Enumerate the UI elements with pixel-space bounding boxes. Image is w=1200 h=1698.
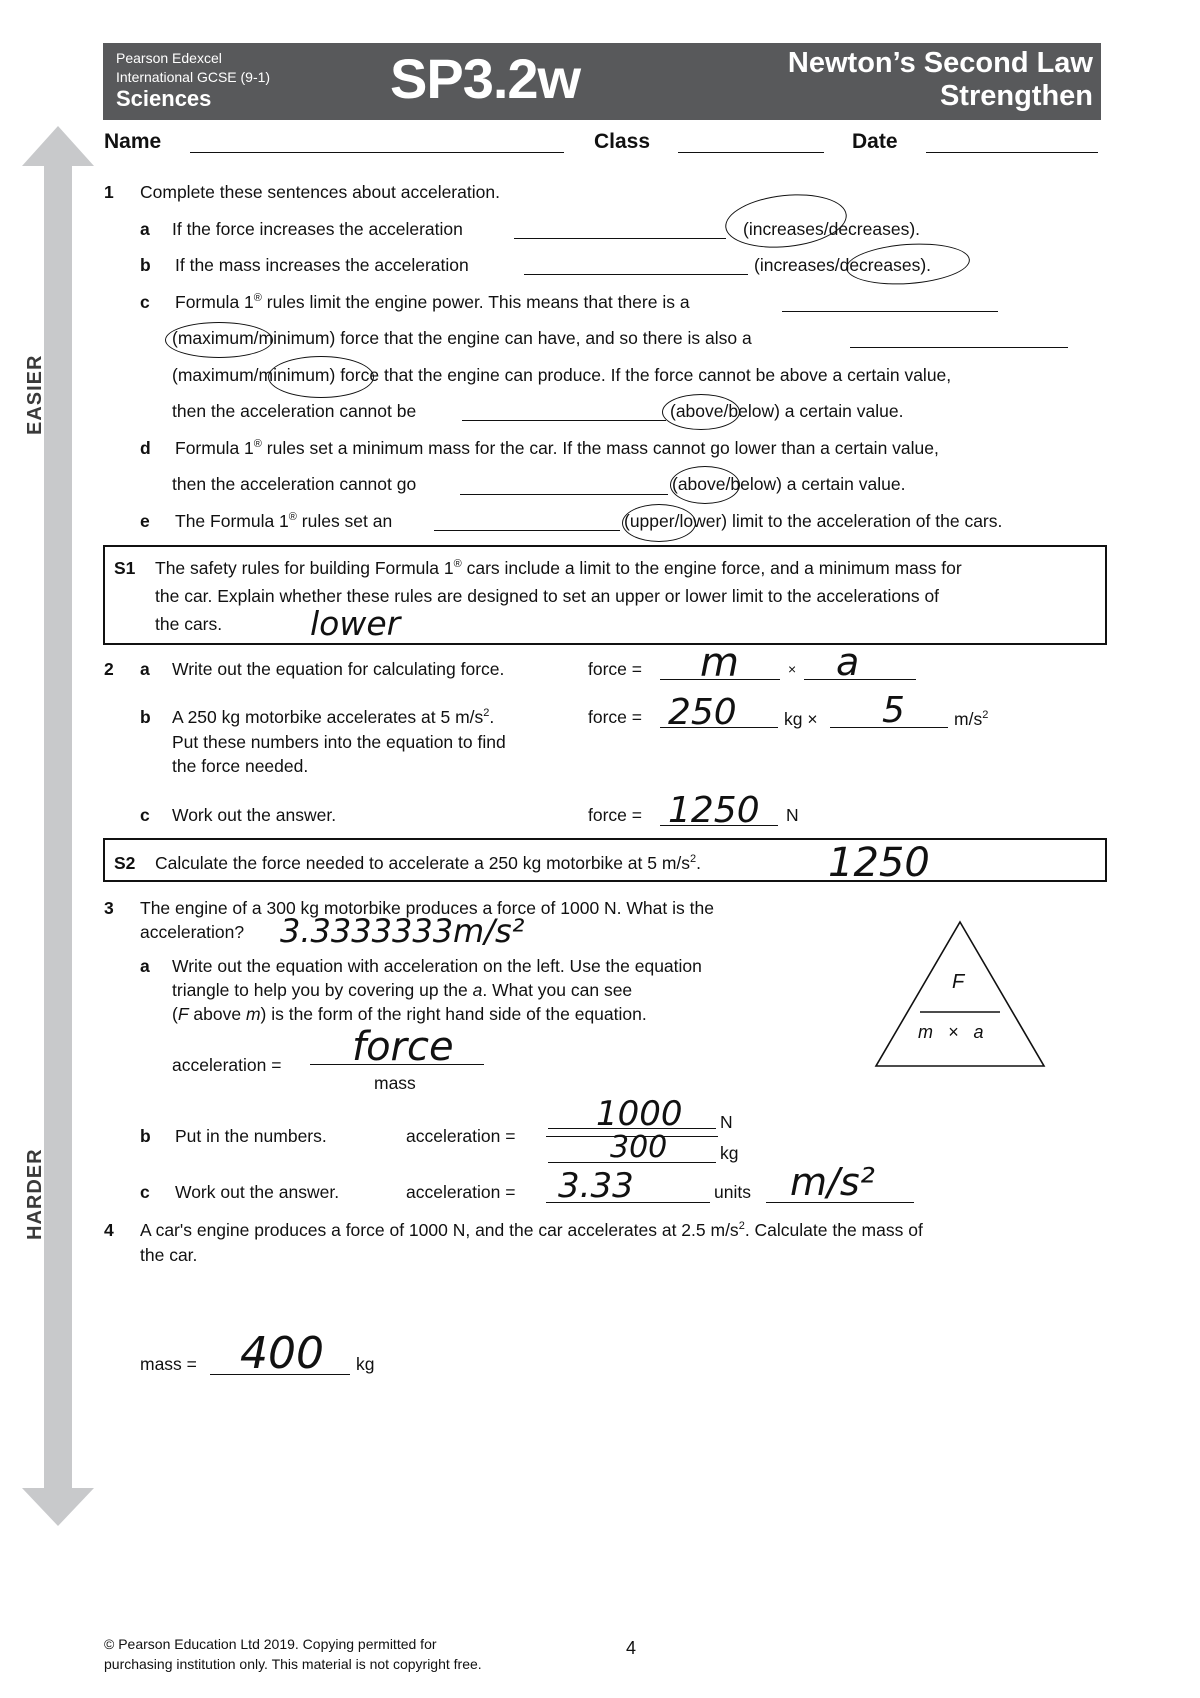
q2c-handwritten: 1250 — [668, 790, 760, 831]
q4-line1-main: A car's engine produces a force of 1000 N, and the car accelerates at 2.5 m/s — [140, 1220, 739, 1240]
worksheet-code: SP3.2w — [390, 47, 581, 110]
q3a-line3-mm: m — [245, 1004, 261, 1024]
q1d-circle — [670, 466, 740, 504]
q2b-unit2 — [954, 709, 988, 730]
q3c-letter: c — [140, 1182, 150, 1202]
q1e-letter: e — [140, 511, 150, 531]
q1d-line1-start: Formula 1 — [175, 438, 254, 458]
s2-text: Calculate the force needed to accelerate a 250 kg motorbike at 5 $m/s^2$. — [155, 853, 702, 873]
q1d-line1-end: rules set a minimum mass for the car. If the mass cannot go lower than a certain value, — [261, 438, 939, 458]
name-field[interactable] — [190, 152, 564, 153]
q1b-blank[interactable] — [524, 274, 748, 275]
q2a-lhs: force = — [588, 659, 642, 679]
q3a-line2-b: . What you can see — [482, 980, 633, 1000]
title-line2: Strengthen — [939, 80, 1093, 112]
footer-copyright-line1: © Pearson Education Ltd 2019. Copying permitted for — [104, 1636, 437, 1652]
class-label: Class — [594, 130, 651, 153]
q4-line1 — [140, 1220, 923, 1241]
q3-line1: The engine of a 300 kg motorbike produces a force of 1000 N. What is the — [140, 898, 714, 918]
triangle-force: F — [952, 971, 965, 993]
q2a-text: Write out the equation for calculating force. — [172, 659, 505, 679]
q1a-circle — [723, 189, 850, 253]
q3b-lhs: acceleration = — [406, 1126, 516, 1146]
q2c-unit: N — [786, 805, 799, 825]
equation-triangle — [874, 920, 1046, 1070]
q3c-handwritten-units: m/s² — [790, 1160, 875, 1204]
registered-mark: ® — [253, 438, 262, 451]
q3a-line3-m: above — [188, 1004, 246, 1024]
q3-line2: acceleration? — [140, 922, 245, 942]
q2b-unit2-text: m/s — [954, 709, 983, 729]
q1c-circle1 — [165, 322, 273, 358]
publisher-line1: Pearson Edexcel — [116, 50, 222, 66]
q1e-text2: rules set an — [296, 511, 393, 531]
q3b-num-blank[interactable] — [548, 1128, 716, 1129]
difficulty-arrow — [22, 126, 94, 1526]
q1c-line1 — [175, 292, 690, 313]
q3a-line3 — [172, 1004, 647, 1025]
q2a-handwritten-a: a — [836, 640, 860, 684]
q1a-blank[interactable] — [514, 238, 726, 239]
q3a-fraction-line — [310, 1064, 484, 1065]
q3a-line3-f: F — [177, 1004, 189, 1024]
q1e-text1: The Formula 1 — [175, 511, 289, 531]
date-label: Date — [852, 130, 898, 153]
q1c-line1-start: Formula 1 — [175, 292, 254, 312]
q2-number: 2 — [104, 659, 114, 679]
q3b-handwritten-numerator: 1000 — [596, 1094, 683, 1134]
q3c-units-label: units — [714, 1182, 751, 1202]
registered-mark: ® — [453, 558, 462, 571]
q3a-line2 — [172, 980, 632, 1001]
q1d-line2b: (above/below) a certain value. — [672, 474, 906, 494]
s1-handwritten-answer: lower — [310, 604, 401, 643]
triangle-mass-times-acc: m × a — [918, 1022, 984, 1042]
q4-line1-end: . Calculate the mass of — [744, 1220, 923, 1240]
q1b-text: If the mass increases the acceleration — [175, 255, 469, 275]
q1e-options: (upper/lower) limit to the acceleration of the cars. — [624, 511, 1003, 531]
publisher-line2: International GCSE (9-1) — [116, 69, 271, 85]
q3a-handwritten-numerator: force — [352, 1024, 454, 1070]
q3a-lhs: acceleration = — [172, 1055, 282, 1075]
q1c-blank1[interactable] — [782, 311, 998, 312]
q1b-circle — [845, 240, 971, 289]
s1-line2: the car. Explain whether these rules are designed to set an upper or lower limit to the accelerations of — [155, 586, 940, 606]
q3a-letter: a — [140, 956, 150, 976]
q3a-line2-a: triangle to help you by covering up the — [172, 980, 473, 1000]
q1d-line1 — [175, 438, 939, 459]
q1-stem: Complete these sentences about acceleration. — [140, 182, 500, 202]
title-line1: Newton’s Second Law — [787, 47, 1093, 79]
q3b-unit-den: kg — [720, 1143, 739, 1163]
s2-handwritten-answer: 1250 — [828, 840, 930, 886]
registered-mark: ® — [288, 511, 297, 524]
q3b-text: Put in the numbers. — [175, 1126, 327, 1146]
q4-number: 4 — [104, 1220, 114, 1240]
q1a-text: If the force increases the acceleration — [172, 219, 463, 239]
q1d-line2a: then the acceleration cannot go — [172, 474, 417, 494]
q4-lhs: mass = — [140, 1354, 197, 1374]
q3b-den-blank[interactable] — [548, 1162, 716, 1163]
q3c-handwritten: 3.33 — [558, 1166, 634, 1206]
s1-line3: the cars. — [155, 614, 223, 634]
q2a-times: × — [788, 661, 797, 677]
q2b-handwritten-5: 5 — [882, 690, 905, 731]
q2b-letter: b — [140, 707, 151, 727]
q2c-text: Work out the answer. — [172, 805, 337, 825]
q3-handwritten-answer: 3.3333333m/s² — [280, 912, 525, 950]
q4-line2: the car. — [140, 1245, 198, 1265]
squared-mark: 2 — [982, 709, 989, 722]
q2a-blank2[interactable] — [804, 679, 916, 680]
q1c-line4a: then the acceleration cannot be — [172, 401, 417, 421]
q1c-blank3[interactable] — [462, 420, 666, 421]
q2b-lhs: force = — [588, 707, 642, 727]
q1-number: 1 — [104, 182, 114, 202]
q1e-blank[interactable] — [434, 530, 620, 531]
q3b-letter: b — [140, 1126, 151, 1146]
q1d-letter: d — [140, 438, 151, 458]
q3-number: 3 — [104, 898, 114, 918]
q2b-line1: A 250 kg motorbike accelerates at 5 $m/s^2$. — [172, 707, 495, 727]
q1a-options: (increases/decreases). — [743, 219, 921, 239]
q4-handwritten: 400 — [240, 1328, 324, 1379]
s1-label: S1 — [114, 558, 136, 578]
q1c-line4b: (above/below) a certain value. — [670, 401, 904, 421]
easier-label: EASIER — [24, 354, 46, 435]
q2a-handwritten-m: m — [700, 640, 739, 686]
q1c-circle2 — [268, 356, 374, 398]
q2b-line2: Put these numbers into the equation to find — [172, 732, 506, 752]
page-number: 4 — [626, 1638, 637, 1658]
squared-mark: 2 — [690, 853, 697, 866]
s1-line1-end: cars include a limit to the engine force, and a minimum mass for — [461, 558, 962, 578]
s1-line1-start: The safety rules for building Formula 1 — [155, 558, 454, 578]
q3a-line3-b: ) is the form of the right hand side of the equation. — [260, 1004, 647, 1024]
publisher-line3: Sciences — [116, 86, 212, 111]
q1b-letter: b — [140, 255, 151, 275]
q3a-line2-italic: a — [472, 980, 483, 1000]
q1c-circle3 — [662, 394, 740, 430]
q3a-line1: Write out the equation with acceleration on the left. Use the equation — [172, 956, 702, 976]
q2b-handwritten-250: 250 — [668, 692, 737, 733]
q1c-line2: (maximum/minimum) force that the engine can have, and so there is also a — [172, 328, 752, 348]
q3b-handwritten-denominator: 300 — [610, 1130, 668, 1165]
q3c-lhs: acceleration = — [406, 1182, 516, 1202]
q3c-text: Work out the answer. — [175, 1182, 340, 1202]
q1c-line3: (maximum/minimum) force that the engine can produce. If the force cannot be above a certain value, — [172, 365, 952, 385]
q1c-line1-end: rules limit the engine power. This means that there is a — [261, 292, 690, 312]
q1c-blank2[interactable] — [850, 347, 1068, 348]
q4-unit: kg — [356, 1354, 375, 1374]
q2a-letter: a — [140, 659, 150, 679]
class-field[interactable] — [678, 152, 824, 153]
s2-label: S2 — [114, 853, 136, 873]
q2c-letter: c — [140, 805, 150, 825]
s2-text-main: Calculate the force needed to accelerate a 250 kg motorbike at 5 m/s — [155, 853, 691, 873]
q1b-options: (increases/decreases). — [754, 255, 932, 275]
q2c-lhs: force = — [588, 805, 642, 825]
squared-mark: 2 — [738, 1220, 745, 1233]
q3b-unit-num: N — [720, 1112, 733, 1132]
registered-mark: ® — [253, 292, 262, 305]
q1c-letter: c — [140, 292, 150, 312]
squared-mark: 2 — [483, 707, 490, 720]
q3a-line3-a: ( — [172, 1004, 178, 1024]
s1-line1 — [155, 558, 962, 579]
q1e-text — [175, 511, 392, 532]
q2b-line1-text: A 250 kg motorbike accelerates at 5 m/s — [172, 707, 484, 727]
harder-label: HARDER — [24, 1148, 46, 1240]
q3a-denominator: mass — [374, 1073, 416, 1093]
q2b-unit1: kg × — [784, 709, 818, 729]
footer-copyright-line2: purchasing institution only. This material is not copyright free. — [104, 1656, 482, 1672]
q1e-circle — [622, 504, 696, 542]
q1d-blank[interactable] — [460, 494, 668, 495]
q1a-letter: a — [140, 219, 150, 239]
q2b-line3: the force needed. — [172, 756, 309, 776]
name-label: Name — [104, 130, 162, 153]
date-field[interactable] — [926, 152, 1098, 153]
